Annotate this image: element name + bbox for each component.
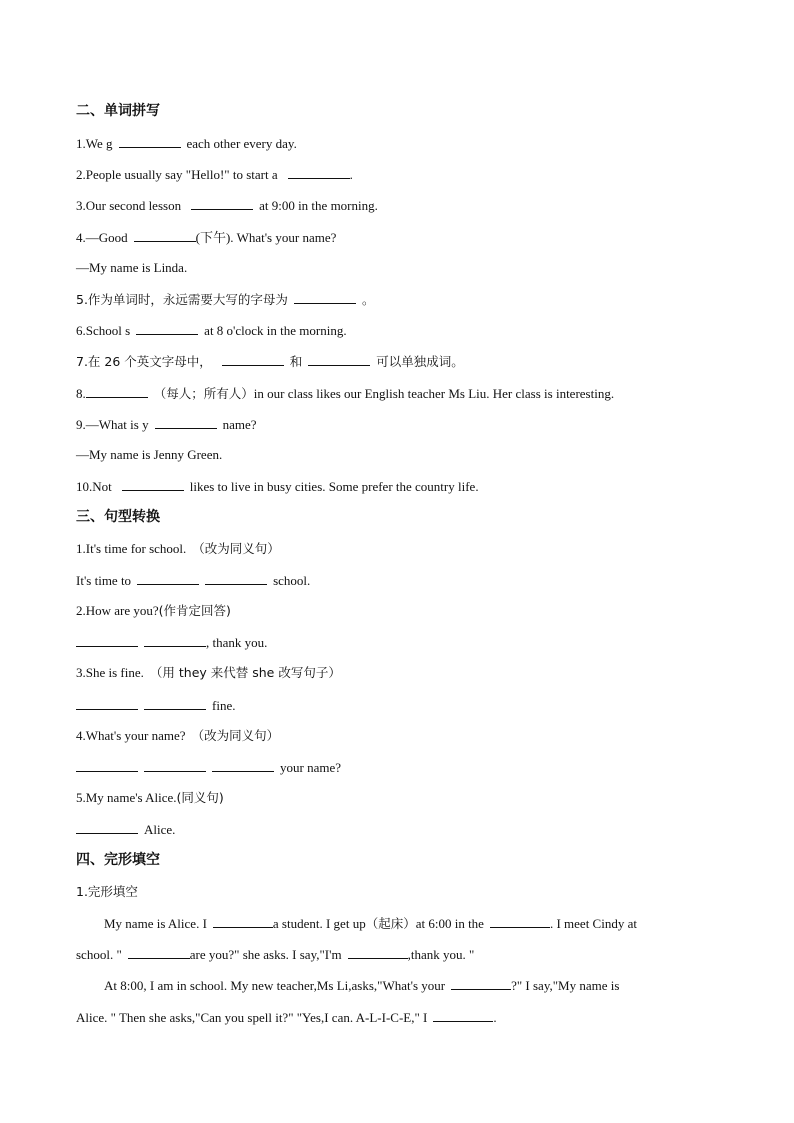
answer-blank[interactable] [348, 946, 408, 959]
spelling-q2: 2.People usually say "Hello!" to start a . [76, 167, 353, 182]
section-heading-transform: 三、句型转换 [76, 509, 160, 525]
cloze-line-4: Alice. " Then she asks,"Can you spell it?" "Yes,I can. A-L-I-C-E," I . [76, 1010, 497, 1025]
answer-blank[interactable] [433, 1009, 493, 1022]
answer-blank[interactable] [222, 353, 284, 366]
transform-q2: 2.How are you?(作肯定回答) [76, 603, 231, 618]
spelling-q4-response: —My name is Linda. [76, 260, 188, 275]
answer-blank[interactable] [308, 353, 370, 366]
cloze-line-1: My name is Alice. I a student. I get up（起床）at 6:00 in the . I meet Cindy at [104, 916, 637, 931]
answer-blank[interactable] [137, 572, 199, 585]
spelling-q8: 8. （每人；所有人）in our class likes our English teacher Ms Liu. Her class is interesting. [76, 386, 615, 401]
answer-blank[interactable] [212, 759, 274, 772]
answer-blank[interactable] [144, 697, 206, 710]
answer-blank[interactable] [76, 697, 138, 710]
cloze-line-3: At 8:00, I am in school. My new teacher,Ms Li,asks,"What's your ?" I say,"My name is [104, 978, 620, 993]
answer-blank[interactable] [155, 416, 217, 429]
spelling-q10: 10.Not likes to live in busy cities. Some prefer the country life. [76, 479, 479, 494]
spelling-q4: 4.—Good (下午). What's your name? [76, 230, 337, 245]
answer-blank[interactable] [294, 291, 356, 304]
transform-q1: 1.It's time for school. （改为同义句） [76, 541, 280, 556]
answer-blank[interactable] [86, 385, 148, 398]
answer-blank[interactable] [144, 759, 206, 772]
section-heading-cloze: 四、完形填空 [76, 852, 160, 868]
spelling-q9: 9.—What is y name? [76, 417, 257, 432]
answer-blank[interactable] [205, 572, 267, 585]
answer-blank[interactable] [119, 135, 181, 148]
transform-q1-answer: It's time to school. [76, 573, 311, 588]
transform-q5-answer: Alice. [76, 821, 175, 838]
spelling-q3: 3.Our second lesson at 9:00 in the morning. [76, 198, 378, 213]
transform-q2-answer: , thank you. [76, 634, 267, 651]
answer-blank[interactable] [128, 946, 190, 959]
transform-q3-answer: fine. [76, 697, 235, 714]
answer-blank[interactable] [144, 634, 206, 647]
transform-q4: 4.What's your name? （改为同义句） [76, 728, 280, 743]
answer-blank[interactable] [136, 322, 198, 335]
answer-blank[interactable] [451, 977, 511, 990]
transform-q5: 5.My name's Alice.(同义句) [76, 790, 224, 805]
spelling-q9-response: —My name is Jenny Green. [76, 447, 223, 462]
answer-blank[interactable] [191, 197, 253, 210]
answer-blank[interactable] [76, 821, 138, 834]
answer-blank[interactable] [288, 166, 350, 179]
answer-blank[interactable] [213, 915, 273, 928]
spelling-q5: 5.作为单词时，永远需要大写的字母为 。 [76, 292, 375, 307]
transform-q3: 3.She is fine. （用 they 来代替 she 改写句子） [76, 665, 341, 680]
spelling-q7: 7.在 26 个英文字母中， 和 可以单独成词。 [76, 354, 464, 369]
cloze-subtitle: 1.完形填空 [76, 884, 138, 899]
spelling-q6: 6.School s at 8 o'clock in the morning. [76, 323, 347, 338]
transform-q4-answer: your name? [76, 759, 341, 776]
answer-blank[interactable] [122, 478, 184, 491]
answer-blank[interactable] [490, 915, 550, 928]
cloze-line-2: school. " are you?" she asks. I say,"I'm ,thank you. " [76, 947, 475, 962]
section-heading-spelling: 二、单词拼写 [76, 103, 160, 119]
answer-blank[interactable] [76, 759, 138, 772]
answer-blank[interactable] [134, 229, 196, 242]
answer-blank[interactable] [76, 634, 138, 647]
spelling-q1: 1.We g each other every day. [76, 136, 297, 151]
